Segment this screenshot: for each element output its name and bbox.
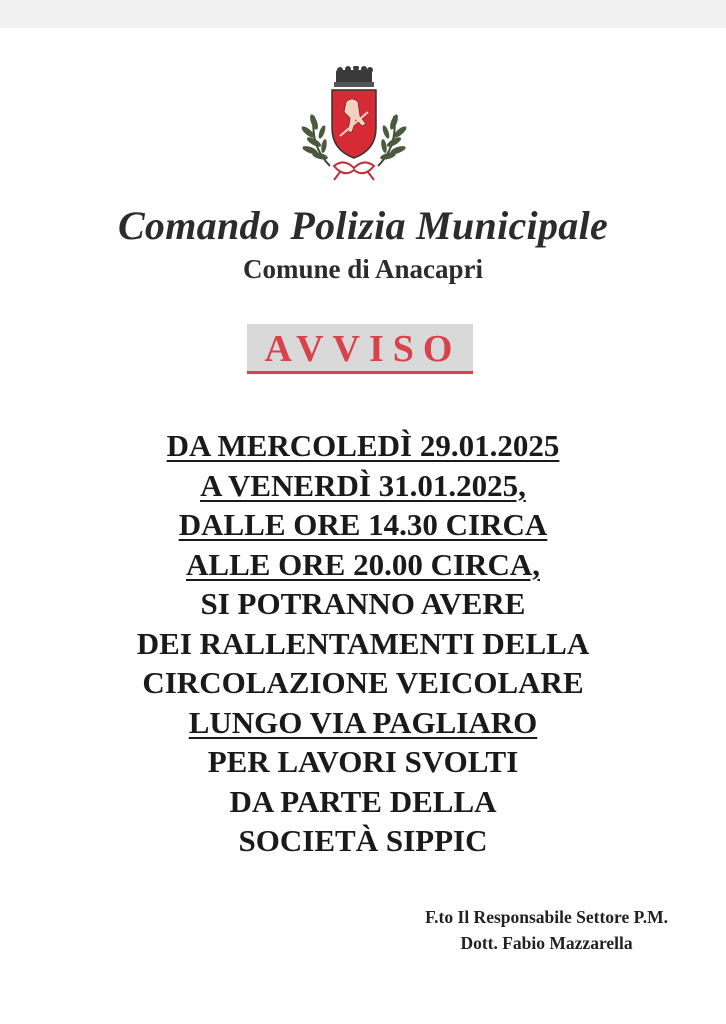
notice-line-text: DA MERCOLEDÌ 29.01.2025 [166, 428, 560, 463]
notice-heading: AVVISO [247, 324, 473, 374]
notice-line [0, 426, 726, 466]
notice-line [0, 821, 726, 861]
notice-body [0, 426, 726, 861]
notice-line [0, 782, 726, 822]
notice-line-text: SOCIETÀ SIPPIC [238, 823, 488, 858]
notice-line [0, 584, 726, 624]
notice-line-text: A VENERDÌ 31.01.2025, [200, 467, 526, 503]
notice-line [0, 545, 726, 585]
notice-line-text: PER LAVORI SVOLTI [207, 744, 519, 779]
top-strip [0, 0, 726, 28]
notice-page [0, 28, 726, 1024]
notice-line [0, 742, 726, 782]
notice-line-text: DEI RALLENTAMENTI DELLA [136, 625, 590, 661]
signature-block [425, 904, 668, 956]
notice-line-text: DALLE ORE 14.30 CIRCA [178, 507, 548, 542]
notice-line-text: CIRCOLAZIONE VEICOLARE [142, 665, 584, 700]
notice-line-text: DA PARTE DELLA [229, 783, 497, 819]
page-title: Comando Polizia Municipale [117, 203, 609, 248]
notice-line-text: ALLE ORE 20.00 CIRCA, [186, 546, 540, 582]
municipal-coat-of-arms-icon [300, 66, 408, 184]
notice-line [0, 663, 726, 703]
notice-line-text: SI POTRANNO AVERE [200, 586, 526, 621]
notice-line [0, 505, 726, 545]
notice-line [0, 624, 726, 664]
notice-line [0, 703, 726, 743]
signature-name: Dott. Fabio Mazzarella [460, 933, 633, 953]
signature-role: F.to Il Responsabile Settore P.M. [425, 907, 668, 927]
notice-line [0, 466, 726, 506]
notice-line-text: LUNGO VIA PAGLIARO [188, 704, 538, 740]
municipality-subtitle: Comune di Anacapri [242, 254, 484, 284]
